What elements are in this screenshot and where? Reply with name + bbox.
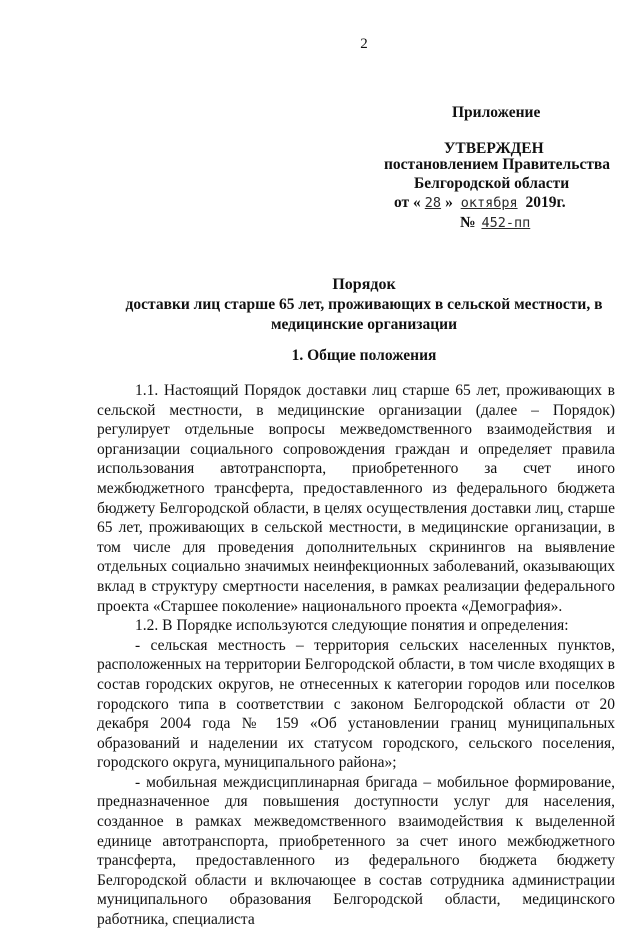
- document-subtitle: доставки лиц старше 65 лет, проживающих в сельской местности, в медицинские организации: [125, 296, 603, 333]
- paragraph: - мобильная междисциплинарная бригада – мобильное формирование, предназначенное для повышения доступности услуг для населения, созданное в рамках межведомственного взаимодействия к выделенной единице автотранспорта, приобретенного за счет иного межбюджетного трансферта, предоставленного из федерального бюджета бюджету Белгородской области и включающее в состав сотрудника администрации муниципального образования Белгородской области, медицинского работника, специалиста: [97, 773, 615, 929]
- document-body: [97, 381, 615, 930]
- page-number: 2: [360, 36, 368, 52]
- paragraph: 1.1. Настоящий Порядок доставки лиц старше 65 лет, проживающих в сельской местности, в медицинские организации (далее – Порядок) регулирует отдельные вопросы межведомственного взаимодействия и организации социального сопровождения граждан и определяет правила использования автотранспорта, приобретенного за счет иного межбюджетного трансферта, предоставленного из федерального бюджета бюджету Белгородской области, в целях осуществления доставки лиц, старше 65 лет, проживающих в сельской местности, в медицинские организации, в том числе для проведения дополнительных скринингов на выявление отдельных социально значимых неинфекционных заболеваний, оказывающих вклад в структуру смертности населения, в рамках реализации федерального проекта «Старшее поколение» национального проекта «Демография».: [97, 382, 615, 615]
- document-title: Порядок: [332, 276, 396, 293]
- number-value: 452-пп: [481, 215, 531, 231]
- paragraph: - сельская местность – территория сельских населенных пунктов, расположенных на территории Белгородской области, в том числе входящих в состав городских округов, не отнесенных к категории городов или поселков городского типа в соответствии с законом Белгородской области от 20 декабря 2004 года № 159 «Об установлении границ муниципальных образований и наделении их статусом городского, сельского поселения, городского округа, муниципального района»;: [97, 636, 615, 772]
- date-mid: »: [445, 194, 453, 211]
- section-heading: 1. Общие положения: [291, 347, 437, 364]
- approved-by: постановлением Правительства: [384, 156, 611, 173]
- approval-date: [394, 194, 566, 212]
- approval-number: [460, 214, 532, 232]
- date-day: 28: [424, 195, 442, 211]
- number-prefix: №: [460, 214, 476, 231]
- date-month: октября: [460, 195, 518, 211]
- paragraph: 1.2. В Порядке используются следующие понятия и определения:: [135, 617, 569, 635]
- appendix-label: Приложение: [452, 104, 541, 121]
- approved-label: УТВЕРЖДЕН: [444, 140, 544, 157]
- date-prefix: от «: [394, 194, 421, 211]
- date-year: 2019г.: [525, 194, 566, 211]
- approved-region: Белгородской области: [414, 175, 570, 192]
